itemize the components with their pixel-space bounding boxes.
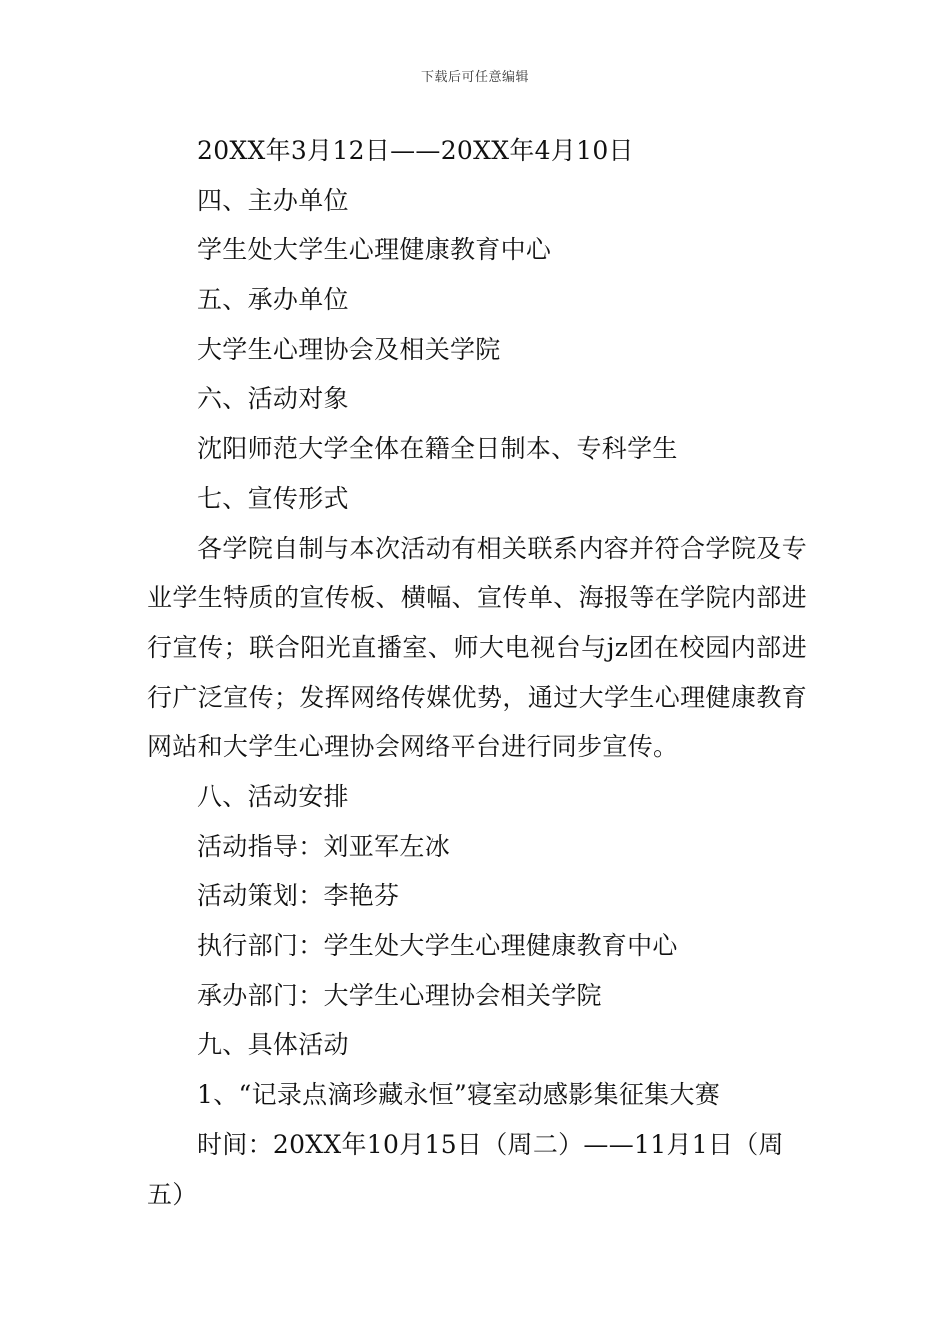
section-heading-publicity: 七、宣传形式 [197,483,349,513]
audience-text: 沈阳师范大学全体在籍全日制本、专科学生 [197,434,678,464]
section-heading-host: 四、主办单位 [197,185,349,215]
activity1-time: 时间：20XX年10月15日（周二）——11月1日（周五） [147,1129,784,1209]
section-heading-organizer: 五、承办单位 [197,285,349,315]
organizing-dept-line: 承办部门：大学生心理协会相关学院 [197,980,602,1010]
section-heading-arrangement: 八、活动安排 [197,782,349,812]
host-unit-text: 学生处大学生心理健康教育中心 [197,235,552,265]
section-heading-audience: 六、活动对象 [197,384,349,414]
organizer-unit-text: 大学生心理协会及相关学院 [197,334,501,364]
date-range: 20XX年3月12日——20XX年4月10日 [197,136,634,165]
executing-dept-line: 执行部门：学生处大学生心理健康教育中心 [197,931,678,961]
page-header-note: 下载后可任意编辑 [420,70,529,85]
guidance-line: 活动指导：刘亚军左冰 [197,831,451,861]
publicity-paragraph: 各学院自制与本次活动有相关联系内容并符合学院及专业学生特质的宣传板、横幅、宣传单、海报等在学院内部进行宣传；联合阳光直播室、师大电视台与jz团在校园内部进行广泛宣传；发挥网络传媒优势，通过大学生心理健康教育网站和大学生心理协会网络平台进行同步宣传。 [147,533,807,762]
planning-line: 活动策划：李艳芬 [197,881,400,911]
activity1-title: 1、“记录点滴珍藏永恒”寝室动感影集征集大赛 [197,1080,721,1110]
document-body [147,126,807,1219]
section-heading-activities: 九、具体活动 [197,1030,349,1060]
